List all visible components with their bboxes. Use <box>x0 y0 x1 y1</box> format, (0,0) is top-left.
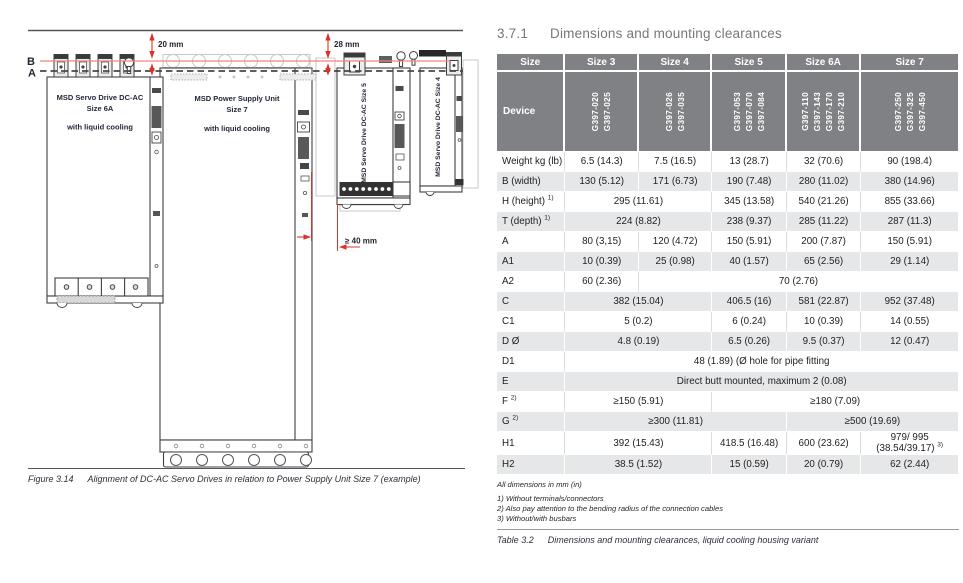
right-column <box>497 26 959 545</box>
value-cell: 48 (1.89) (Ø hole for pipe fitting <box>565 352 958 372</box>
value-cell: 10 (0.39) <box>565 252 638 272</box>
dimension-20mm-label: 20 mm <box>158 40 184 49</box>
value-cell: 32 (70.6) <box>787 152 861 172</box>
value-cell: 70 (2.76) <box>639 272 958 292</box>
value-cell: 14 (0.55) <box>861 312 958 332</box>
keyhole-5 <box>397 52 405 67</box>
row-label: A <box>497 232 565 252</box>
device-codes-size-4 <box>639 72 712 152</box>
value-cell: 7.5 (16.5) <box>639 152 712 172</box>
value-cell: ≥180 (7.09) <box>712 392 958 412</box>
value-cell: 979/ 995 (38.54/39.17) $^{3)}$ <box>861 432 958 455</box>
device-code: G397-053 <box>731 91 742 132</box>
table-row-a2 <box>497 272 958 292</box>
device-code: G397-143 <box>812 91 823 132</box>
figure-caption-text: Alignment of DC-AC Servo Drives in relation to Power Supply Unit Size 7 (example) <box>87 474 421 484</box>
figure-caption <box>28 468 465 484</box>
table-header <box>497 54 958 72</box>
row-label: B (width) <box>497 172 565 192</box>
value-cell: 80 (3,15) <box>565 232 638 252</box>
value-cell: 952 (37.48) <box>861 292 958 312</box>
section-heading <box>497 26 959 41</box>
device-codes-size-6a <box>787 72 861 152</box>
row-label: F $^{2)}$ <box>497 392 565 412</box>
device-code: G397-110 <box>800 92 811 131</box>
value-cell: 12 (0.47) <box>861 332 958 352</box>
unit7-title: MSD Power Supply Unit <box>194 94 280 103</box>
section-title: Dimensions and mounting clearances <box>550 26 782 41</box>
value-cell: 29 (1.14) <box>861 252 958 272</box>
unit7-cooling: with liquid cooling <box>204 124 270 133</box>
unit6a-title: MSD Servo Drive DC-AC <box>56 93 144 102</box>
figure-caption-id: Figure 3.14 <box>28 474 74 484</box>
row-label: H (height) $^{1)}$ <box>497 192 565 212</box>
value-cell: 200 (7.87) <box>787 232 861 252</box>
row-label: C1 <box>497 312 565 332</box>
dimension-28mm-label: 28 mm <box>334 40 360 49</box>
device-code: G397-020 <box>590 91 601 132</box>
servo-drive-size6a <box>47 55 163 308</box>
value-cell: 9.5 (0.37) <box>787 332 861 352</box>
device-code: G397-070 <box>743 91 754 132</box>
dimension-40mm-label: ≥ 40 mm <box>345 236 377 246</box>
value-cell: 581 (22.87) <box>787 292 861 312</box>
value-cell: 150 (5.91) <box>861 232 958 252</box>
col-header-size: Size <box>497 54 565 72</box>
row-label: D Ø <box>497 332 565 352</box>
value-cell: 5 (0.2) <box>565 312 712 332</box>
value-cell: 90 (198.4) <box>861 152 958 172</box>
table-caption-id: Table 3.2 <box>497 535 534 546</box>
row-label: Weight kg (lb) <box>497 152 565 172</box>
footnote-2: 2) Also pay attention to the bending radius of the connection cables <box>497 503 723 513</box>
value-cell: ≥150 (5.91) <box>565 392 712 412</box>
keyhole-4 <box>410 52 418 66</box>
value-cell: 10 (0.39) <box>787 312 861 332</box>
value-cell: 20 (0.79) <box>787 455 861 475</box>
col-header-size-6a: Size 6A <box>787 54 861 72</box>
device-row-label: Device <box>497 72 565 152</box>
value-cell: 406.5 (16) <box>712 292 786 312</box>
value-cell: 4.8 (0.19) <box>565 332 712 352</box>
table-row-a <box>497 232 958 252</box>
value-cell: ≥300 (11.81) <box>565 412 786 432</box>
table-row-h1 <box>497 432 958 455</box>
table-caption <box>497 529 959 545</box>
row-label: H2 <box>497 455 565 475</box>
row-label: A1 <box>497 252 565 272</box>
table-row-f <box>497 392 958 412</box>
device-codes-size-7 <box>861 72 958 152</box>
value-cell: ≥500 (19.69) <box>787 412 958 432</box>
table-row-a1 <box>497 252 958 272</box>
row-label: C <box>497 292 565 312</box>
value-cell: 224 (8.82) <box>565 212 712 232</box>
footnote-3: 3) Without/with busbars <box>497 513 577 523</box>
table-row-d1 <box>497 352 958 372</box>
value-cell: 15 (0.59) <box>712 455 786 475</box>
label-b: B <box>27 56 35 68</box>
figure-3-14 <box>0 0 483 500</box>
device-code: G397-325 <box>904 91 915 132</box>
value-cell: Direct butt mounted, maximum 2 (0.08) <box>565 372 958 392</box>
value-cell: 65 (2.56) <box>787 252 861 272</box>
value-cell: 418.5 (16.48) <box>712 432 786 455</box>
device-code: G397-170 <box>824 91 835 132</box>
all-dims-note: All dimensions in mm (in) <box>497 480 582 489</box>
value-cell: 855 (33.66) <box>861 192 958 212</box>
alignment-diagram <box>0 0 483 500</box>
value-cell: 238 (9.37) <box>712 212 786 232</box>
table-row-t-depth- <box>497 212 958 232</box>
row-label: E <box>497 372 565 392</box>
value-cell: 6.5 (14.3) <box>565 152 638 172</box>
row-label: T (depth) $^{1)}$ <box>497 212 565 232</box>
device-codes-size-5 <box>712 72 786 152</box>
power-supply-unit-size7 <box>160 68 316 467</box>
device-code: G397-210 <box>836 91 847 132</box>
value-cell: 6 (0.24) <box>712 312 786 332</box>
section-number: 3.7.1 <box>497 26 529 41</box>
table-row-b-width- <box>497 172 958 192</box>
table-row-c <box>497 292 958 312</box>
unit6a-size: Size 6A <box>86 104 114 113</box>
value-cell: 540 (21.26) <box>787 192 861 212</box>
row-label: D1 <box>497 352 565 372</box>
unit4-rotated-label: MSD Servo Drive DC-AC Size 4 <box>435 77 442 177</box>
table-caption-text: Dimensions and mounting clearances, liquid cooling housing variant <box>547 535 819 546</box>
value-cell: 13 (28.7) <box>712 152 786 172</box>
value-cell: 380 (14.96) <box>861 172 958 192</box>
value-cell: 190 (7.48) <box>712 172 786 192</box>
table-row-h2 <box>497 455 958 475</box>
col-header-size-3: Size 3 <box>565 54 638 72</box>
device-code: G397-035 <box>675 91 686 132</box>
device-row <box>497 72 958 152</box>
unit7-size: Size 7 <box>226 105 248 114</box>
value-cell: 345 (13.58) <box>712 192 786 212</box>
col-header-size-4: Size 4 <box>639 54 712 72</box>
table-row-h-height- <box>497 192 958 212</box>
col-header-size-7: Size 7 <box>861 54 958 72</box>
value-cell: 120 (4.72) <box>639 232 712 252</box>
value-cell: 600 (23.62) <box>787 432 861 455</box>
value-cell: 25 (0.98) <box>639 252 712 272</box>
device-code: G397-025 <box>602 91 613 132</box>
value-cell: 6.5 (0.26) <box>712 332 786 352</box>
value-cell: 130 (5.12) <box>565 172 638 192</box>
value-cell: 382 (15.04) <box>565 292 712 312</box>
row-label: H1 <box>497 432 565 455</box>
table-row-c1 <box>497 312 958 332</box>
footnote-1: 1) Without terminals/connectors <box>497 493 604 503</box>
table-row-d- <box>497 332 958 352</box>
device-codes-size-3 <box>565 72 638 152</box>
value-cell: 295 (11.61) <box>565 192 712 212</box>
table-footnotes <box>497 480 959 523</box>
value-cell: 392 (15.43) <box>565 432 712 455</box>
value-cell: 62 (2.44) <box>861 455 958 475</box>
value-cell: 150 (5.91) <box>712 232 786 252</box>
row-label: A2 <box>497 272 565 292</box>
table-row-e <box>497 372 958 392</box>
label-a: A <box>28 67 36 80</box>
value-cell: 40 (1.57) <box>712 252 786 272</box>
unit5-rotated-label: MSD Servo Drive DC-AC Size 5 <box>361 83 368 183</box>
row-label: G $^{2)}$ <box>497 412 565 432</box>
value-cell: 287 (11.3) <box>861 212 958 232</box>
dimensions-table <box>497 54 958 475</box>
value-cell: 285 (11.22) <box>787 212 861 232</box>
value-cell: 60 (2.36) <box>565 272 638 292</box>
value-cell: 38.5 (1.52) <box>565 455 712 475</box>
device-code: G397-026 <box>663 91 674 132</box>
col-header-size-5: Size 5 <box>712 54 786 72</box>
table-row-weight-kg-lb- <box>497 152 958 172</box>
device-code: G397-250 <box>892 91 903 132</box>
device-code: G397-450 <box>916 91 927 132</box>
table-row-g <box>497 412 958 432</box>
terminal-blocks-6a <box>54 55 134 78</box>
device-code: G397-084 <box>755 91 766 132</box>
unit6a-cooling: with liquid cooling <box>67 122 133 132</box>
value-cell: 280 (11.02) <box>787 172 861 192</box>
value-cell: 171 (6.73) <box>639 172 712 192</box>
servo-drive-size5 <box>337 52 410 209</box>
